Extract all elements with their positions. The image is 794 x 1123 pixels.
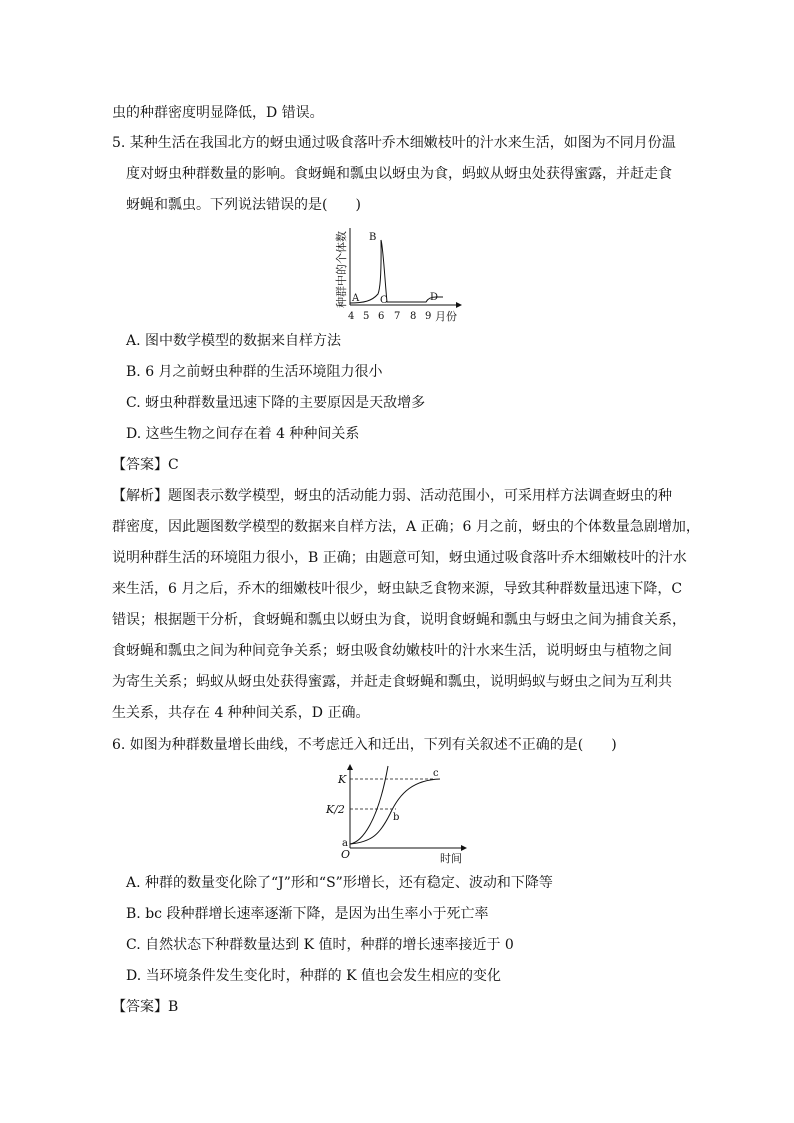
q6-growth-curve-figure (322, 764, 472, 868)
q5-x-tick: 5 (363, 311, 370, 322)
q5-x-tick: 4 (348, 311, 355, 322)
q5-x-label: 月份 (435, 310, 457, 323)
q6-j-curve (350, 766, 388, 844)
q6-y-label-k: K (338, 773, 347, 786)
q5-analysis-line: 说明种群生活的环境阻力很小，B 正确；由题意可知，蚜虫通过吸食落叶乔木细嫩枝叶的汁水 (112, 550, 687, 566)
q5-analysis-line: 错误；根据题干分析，食蚜蝇和瓢虫以蚜虫为食，说明食蚜蝇和瓢虫与蚜虫之间为捕食关系， (112, 612, 686, 628)
q5-analysis-line: 食蚜蝇和瓢虫之间为种间竞争关系；蚜虫吸食幼嫩枝叶的汁水来生活，说明蚜虫与植物之间 (112, 643, 672, 659)
q5-x-tick: 8 (410, 311, 417, 322)
q6-option-b: B. bc 段种群增长速率逐渐下降，是因为出生率小于死亡率 (126, 906, 489, 922)
q5-population-figure (328, 222, 478, 324)
q5-point-label-a: A (352, 293, 360, 304)
q6-x-label: 时间 (440, 852, 462, 865)
q5-option-a: A. 图中数学模型的数据来自样方法 (126, 333, 342, 349)
q5-option-d: D. 这些生物之间存在着 4 种种间关系 (126, 426, 360, 442)
q6-point-label-c: c (433, 768, 439, 779)
q6-y-label-k2: K/2 (326, 803, 345, 816)
q6-point-label-b: b (393, 812, 400, 823)
q5-x-tick: 9 (425, 311, 432, 322)
q6-option-d: D. 当环境条件发生变化时，种群的 K 值也会发生相应的变化 (126, 968, 501, 984)
q5-analysis-line: 为寄生关系；蚂蚁从蚜虫处获得蜜露，并赶走食蚜蝇和瓢虫，说明蚂蚁与蚜虫之间为互利共 (112, 674, 672, 690)
q6-answer: 【答案】B (112, 999, 179, 1015)
q5-x-tick: 7 (394, 311, 401, 322)
q6-point-label-a: a (342, 838, 348, 849)
q6-stem: 6. 如图为种群数量增长曲线，不考虑迁入和迁出，下列有关叙述不正确的是( ) (112, 737, 617, 753)
q5-point-label-b: B (369, 232, 377, 243)
q5-analysis-line: 来生活，6 月之后，乔木的细嫩枝叶很少，蚜虫缺乏食物来源，导致其种群数量迅速下降，C (112, 581, 683, 597)
q6-option-c: C. 自然状态下种群数量达到 K 值时，种群的增长速率接近于 0 (126, 937, 514, 953)
q5-answer: 【答案】C (112, 457, 179, 473)
q5-y-label: 种群中的个体数 (335, 231, 348, 308)
q5-point-label-d: D (430, 292, 439, 303)
q5-stem-line-1: 5. 某种生活在我国北方的蚜虫通过吸食落叶乔木细嫩枝叶的汁水来生活，如图为不同月份温 (112, 135, 676, 151)
q5-stem-line-3: 蚜蝇和瓢虫。下列说法错误的是( ) (126, 197, 361, 213)
q6-origin-label: O (341, 848, 351, 861)
q6-option-a: A. 种群的数量变化除了“J”形和“S”形增长，还有稳定、波动和下降等 (126, 875, 553, 891)
q5-analysis-line: 生关系，共存在 4 种种间关系，D 正确。 (112, 705, 370, 721)
q5-point-label-c: C (380, 295, 388, 306)
q5-x-tick: 6 (378, 311, 385, 322)
q5-analysis-line: 群密度，因此题图数学模型的数据来自样方法，A 正确；6 月之前，蚜虫的个体数量急剧增加， (112, 519, 700, 535)
q5-stem-line-2: 度对蚜虫种群数量的影响。食蚜蝇和瓢虫以蚜虫为食，蚂蚁从蚜虫处获得蜜露，并赶走食 (126, 166, 672, 182)
q5-analysis-line: 【解析】题图表示数学模型，蚜虫的活动能力弱、活动范围小，可采用样方法调查蚜虫的种 (112, 488, 672, 504)
intro-line: 虫的种群密度明显降低，D 错误。 (112, 105, 324, 121)
q5-option-c: C. 蚜虫种群数量迅速下降的主要原因是天敌增多 (126, 395, 426, 411)
q5-option-b: B. 6 月之前蚜虫种群的生活环境阻力很小 (126, 364, 383, 380)
